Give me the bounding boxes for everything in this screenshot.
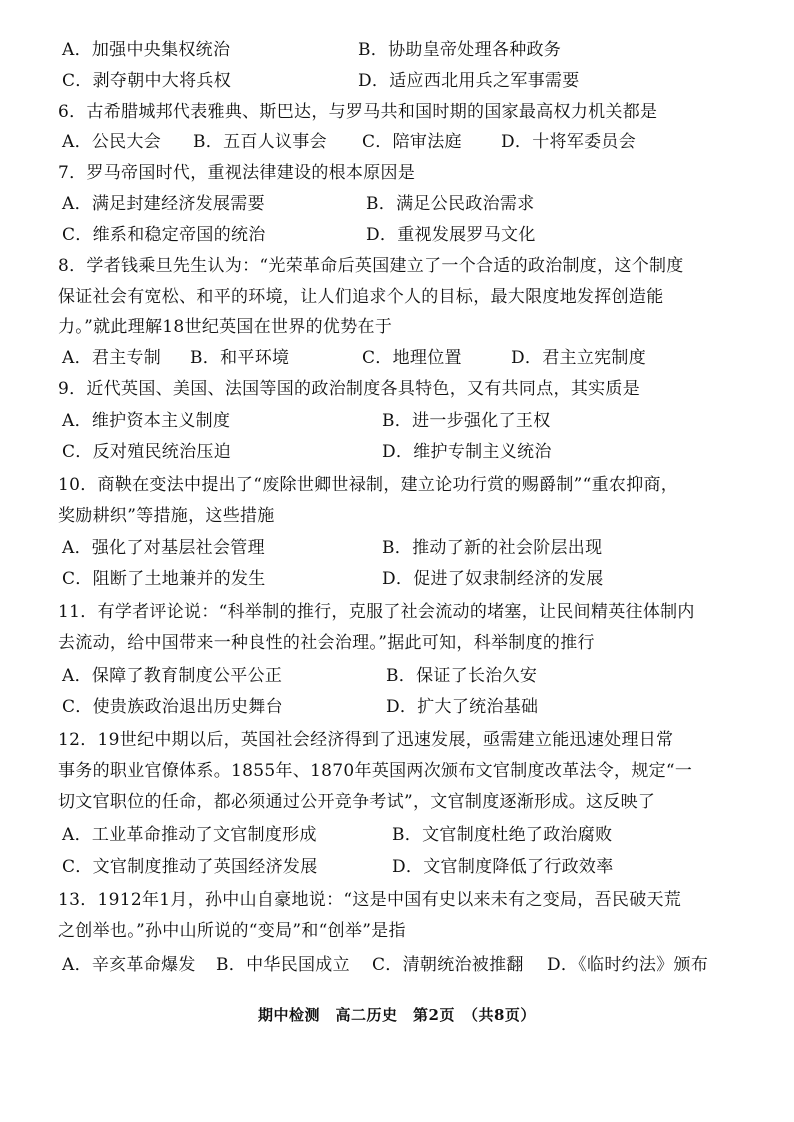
q11-option-c: C．使贵族政治退出历史舞台 <box>62 697 283 717</box>
q7-option-b: B．满足公民政治需求 <box>366 194 535 214</box>
q10-stem-line-1: 10．商鞅在变法中提出了“废除世卿世禄制，建立论功行赏的赐爵制”“重农抑商， <box>58 475 679 495</box>
q12-option-d: D．文官制度降低了行政效率 <box>392 857 614 877</box>
q9-stem: 9．近代英国、美国、法国等国的政治制度各具特色，又有共同点，其实质是 <box>58 379 641 399</box>
q11-stem-line-1: 11．有学者评论说：“科举制的推行，克服了社会流动的堵塞，让民间精英往体制内 <box>58 602 695 622</box>
q9-option-d: D．维护专制主义统治 <box>382 442 552 462</box>
q10-option-d: D．促进了奴隶制经济的发展 <box>382 569 604 589</box>
q7-stem: 7．罗马帝国时代，重视法律建设的根本原因是 <box>58 163 416 183</box>
q5-option-b: B．协助皇帝处理各种政务 <box>358 40 562 60</box>
q7-option-a: A．满足封建经济发展需要 <box>62 194 265 214</box>
q12-stem-line-1: 12．19世纪中期以后，英国社会经济得到了迅速发展，亟需建立能迅速处理日常 <box>58 730 674 750</box>
q8-option-b: B．和平环境 <box>190 348 290 368</box>
q13-option-d: D．《临时约法》颁布 <box>547 955 709 975</box>
q6-option-d: D．十将军委员会 <box>501 132 637 152</box>
q8-option-d: D．君主立宪制度 <box>511 348 647 368</box>
q11-option-d: D．扩大了统治基础 <box>386 697 539 717</box>
q6-option-b: B．五百人议事会 <box>193 132 327 152</box>
q10-option-a: A．强化了对基层社会管理 <box>62 538 265 558</box>
q10-stem-line-2: 奖励耕织”等措施，这些措施 <box>58 506 275 526</box>
q13-option-b: B．中华民国成立 <box>216 955 350 975</box>
q8-stem-line-3: 力。”就此理解18世纪英国在世界的优势在于 <box>58 317 393 337</box>
q11-option-a: A．保障了教育制度公平公正 <box>62 666 283 686</box>
q13-stem-line-1: 13．1912年1月，孙中山自豪地说：“这是中国有史以来未有之变局，吾民破天荒 <box>58 890 682 910</box>
q8-option-a: A．君主专制 <box>62 348 162 368</box>
q9-option-c: C．反对殖民统治压迫 <box>62 442 232 462</box>
page-footer: 期中检测 高二历史 第2页 （共8页） <box>258 1006 536 1024</box>
q6-option-a: A．公民大会 <box>62 132 162 152</box>
q8-stem-line-1: 8．学者钱乘旦先生认为：“光荣革命后英国建立了一个合适的政治制度，这个制度 <box>58 256 684 276</box>
q7-option-c: C．维系和稳定帝国的统治 <box>62 225 266 245</box>
q11-stem-line-2: 去流动，给中国带来一种良性的社会治理。”据此可知，科举制度的推行 <box>58 633 595 653</box>
q12-stem-line-3: 切文官职位的任命，都必须通过公开竞争考试”，文官制度逐渐形成。这反映了 <box>58 792 656 812</box>
q6-stem: 6．古希腊城邦代表雅典、斯巴达，与罗马共和国时期的国家最高权力机关都是 <box>58 102 658 122</box>
q8-option-c: C．地理位置 <box>362 348 462 368</box>
q10-option-c: C．阻断了土地兼并的发生 <box>62 569 266 589</box>
q11-option-b: B．保证了长治久安 <box>386 666 538 686</box>
q7-option-d: D．重视发展罗马文化 <box>366 225 536 245</box>
q10-option-b: B．推动了新的社会阶层出现 <box>382 538 603 558</box>
q12-option-c: C．文官制度推动了英国经济发展 <box>62 857 318 877</box>
q13-option-a: A．辛亥革命爆发 <box>62 955 196 975</box>
q9-option-a: A．维护资本主义制度 <box>62 411 231 431</box>
q12-option-a: A．工业革命推动了文官制度形成 <box>62 825 317 845</box>
q6-option-c: C．陪审法庭 <box>362 132 462 152</box>
q5-option-a: A．加强中央集权统治 <box>62 40 231 60</box>
q9-option-b: B．进一步强化了王权 <box>382 411 551 431</box>
q5-option-d: D．适应西北用兵之军事需要 <box>358 71 580 91</box>
q13-stem-line-2: 之创举也。”孙中山所说的“变局”和“创举”是指 <box>58 921 406 941</box>
q5-option-c: C．剥夺朝中大将兵权 <box>62 71 232 91</box>
q12-option-b: B．文官制度杜绝了政治腐败 <box>392 825 613 845</box>
q13-option-c: C．清朝统治被推翻 <box>372 955 524 975</box>
q12-stem-line-2: 事务的职业官僚体系。1855年、1870年英国两次颁布文官制度改革法令，规定“一 <box>58 761 693 781</box>
q8-stem-line-2: 保证社会有宽松、和平的环境，让人们追求个人的目标，最大限度地发挥创造能 <box>58 287 664 307</box>
